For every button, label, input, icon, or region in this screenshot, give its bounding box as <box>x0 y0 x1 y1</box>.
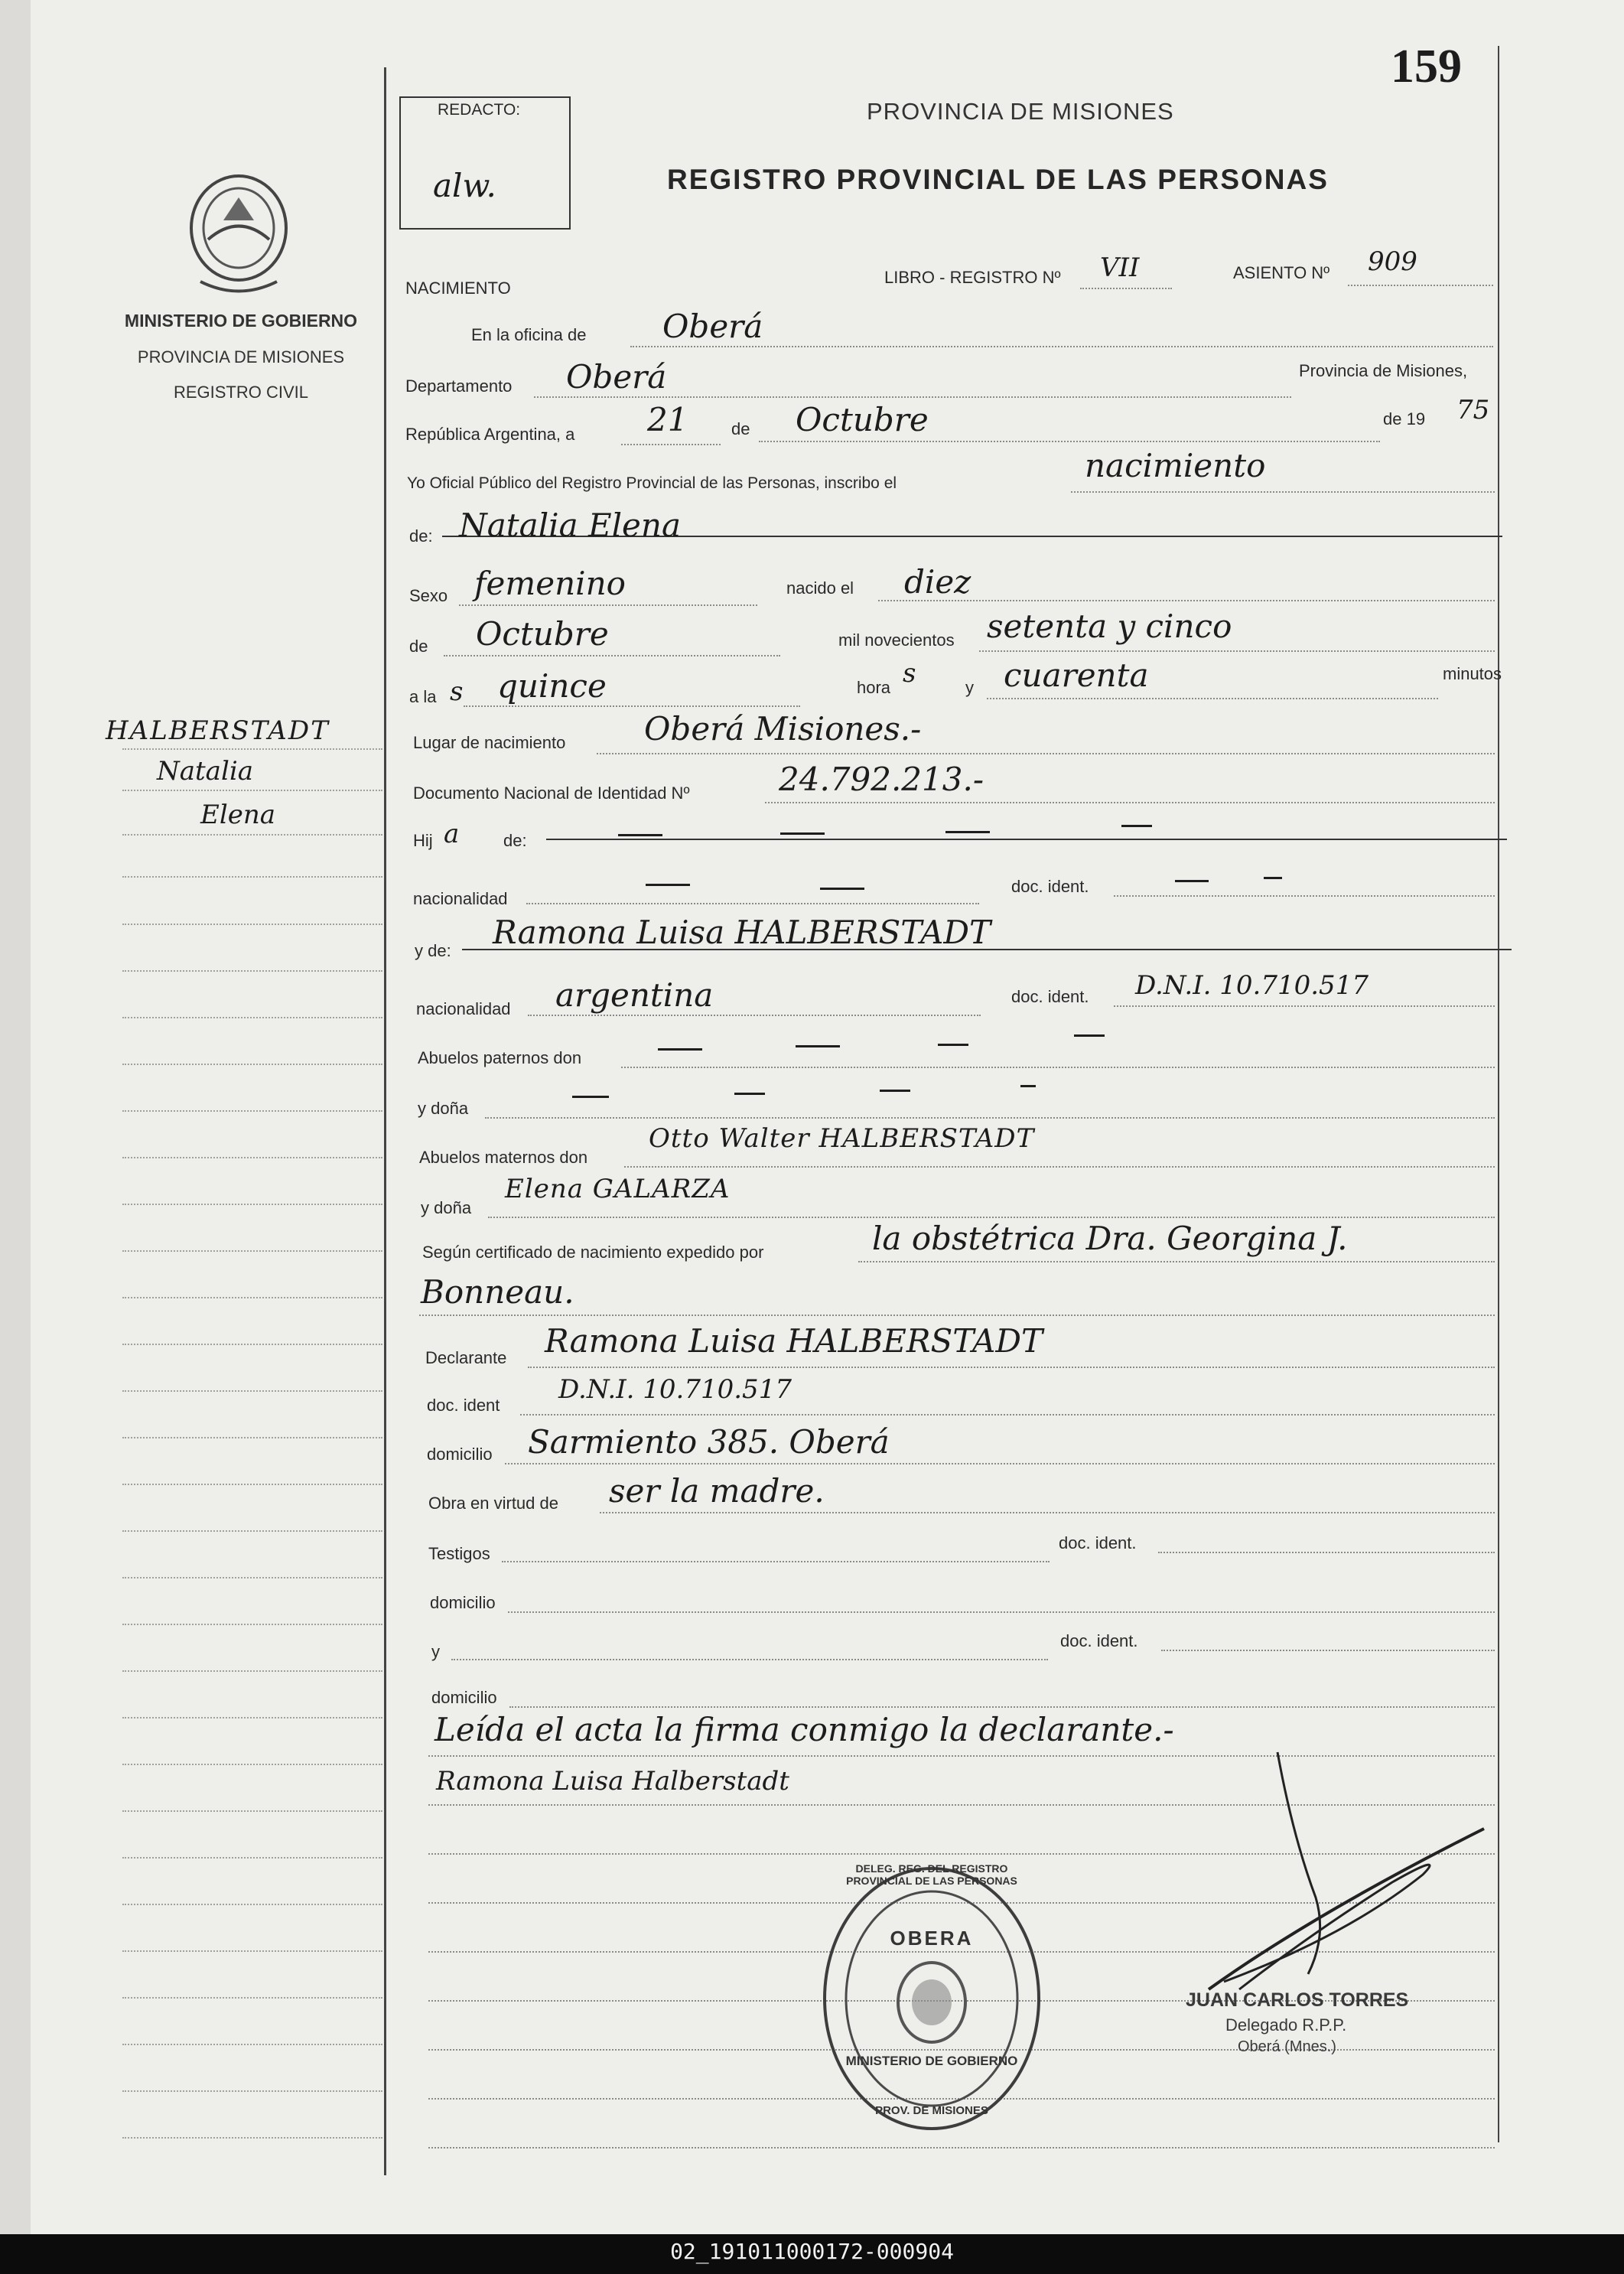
hora-suffix: s <box>903 658 916 689</box>
certificado-value: la obstétrica Dra. Georgina J. <box>872 1220 1348 1257</box>
alas-suffix: s <box>450 676 464 707</box>
nacido-label: nacido el <box>786 578 854 598</box>
margin-note-first-name: Natalia <box>157 756 253 787</box>
madre-value: Ramona Luisa HALBERSTADT <box>493 914 991 951</box>
certificado-value-2: Bonneau. <box>421 1273 574 1311</box>
doc-ident-4-label: doc. ident. <box>1060 1631 1138 1650</box>
province-title: PROVINCIA DE MISIONES <box>867 98 1174 125</box>
departamento-label: Departamento <box>405 376 513 396</box>
margin-note-middle-name: Elena <box>200 800 275 830</box>
oficial-label: Yo Oficial Público del Registro Provincial de las Personas, inscribo el <box>407 474 897 492</box>
redacto-label: REDACTO: <box>438 101 521 119</box>
registry-title: REGISTRO PROVINCIAL DE LAS PERSONAS <box>667 164 1329 195</box>
name-de-label: de: <box>409 526 433 546</box>
registry-stamp <box>817 1861 1046 2136</box>
mes-de-label: de <box>409 637 428 656</box>
minutos-label: minutos <box>1443 664 1502 683</box>
year-label: de 19 <box>1383 409 1426 428</box>
stamp-city: OBERA <box>890 1927 974 1950</box>
redacto-value: alw. <box>433 167 496 204</box>
scan-footer-id: 02_191011000172-000904 <box>670 2239 954 2264</box>
day-value: 21 <box>647 401 688 438</box>
declarante-label: Declarante <box>425 1348 507 1367</box>
obra-value: ser la madre. <box>609 1472 825 1510</box>
mes-value: Octubre <box>476 615 609 653</box>
hijo-suffix: a <box>444 819 460 849</box>
stamp-inner-text: MINISTERIO DE GOBIERNO <box>845 2054 1018 2068</box>
hora-label: hora <box>857 678 891 697</box>
domicilio-2-label: domicilio <box>430 1593 496 1612</box>
nacionalidad-2-label: nacionalidad <box>416 999 511 1018</box>
hijo-label: Hij <box>413 831 433 850</box>
stamp-outer-text: DELEG. REG. DEL REGISTRO PROVINCIAL DE LAS PERSONAS <box>846 1862 1017 1887</box>
y-dona-2-value: Elena GALARZA <box>505 1174 731 1204</box>
month-value: Octubre <box>796 401 929 438</box>
nacionalidad-1-label: nacionalidad <box>413 889 508 908</box>
province-label: PROVINCIA DE MISIONES <box>137 347 345 367</box>
departamento-value: Oberá <box>566 358 667 396</box>
margin-note-surname: HALBERSTADT <box>106 715 330 746</box>
obra-label: Obra en virtud de <box>428 1494 558 1513</box>
republica-label: República Argentina, a <box>405 425 575 444</box>
doc-ident-3-label: doc. ident. <box>1059 1533 1137 1552</box>
certificado-label: Según certificado de nacimiento expedido por <box>422 1243 764 1262</box>
de-label: de <box>731 419 750 438</box>
doc-ident-2-label: doc. ident. <box>1011 987 1089 1006</box>
sexo-label: Sexo <box>409 586 448 605</box>
closing-text: Leída el acta la firma conmigo la declarante.- <box>434 1711 1174 1748</box>
ministry-label: MINISTERIO DE GOBIERNO <box>124 311 358 331</box>
y-dona-2-label: y doña <box>421 1198 472 1217</box>
abuelos-maternos-value: Otto Walter HALBERSTADT <box>649 1123 1035 1154</box>
domicilio-3-label: domicilio <box>431 1688 497 1707</box>
asiento-label: ASIENTO Nº <box>1233 263 1330 282</box>
oficina-label: En la oficina de <box>471 325 587 344</box>
abuelos-paternos-label: Abuelos paternos don <box>418 1048 582 1067</box>
left-margin-rule <box>384 67 386 2175</box>
alas-label: a la <box>409 687 437 706</box>
madre-de-label: y de: <box>415 941 451 960</box>
page-number: 159 <box>1391 41 1462 93</box>
stamp-bottom-text: PROV. DE MISIONES <box>875 2104 988 2117</box>
lugar-value: Oberá Misiones.- <box>644 710 922 748</box>
sexo-value: femenino <box>474 565 626 602</box>
doc-ident-declarante-value: D.N.I. 10.710.517 <box>558 1374 792 1405</box>
doc-ident-declarante-label: doc. ident <box>427 1396 500 1415</box>
child-name-value: Natalia Elena <box>459 507 682 544</box>
libro-label: LIBRO - REGISTRO Nº <box>884 268 1061 287</box>
provincia-suffix: Provincia de Misiones, <box>1299 361 1468 380</box>
year-value: 75 <box>1456 395 1490 425</box>
declarante-signature: Ramona Luisa Halberstadt <box>436 1766 789 1797</box>
abuelos-maternos-label: Abuelos maternos don <box>419 1148 588 1167</box>
doc-ident-1-label: doc. ident. <box>1011 877 1089 896</box>
coat-of-arms-icon <box>177 167 300 297</box>
asiento-value: 909 <box>1368 246 1417 277</box>
declarante-value: Ramona Luisa HALBERSTADT <box>545 1322 1043 1360</box>
minutos-value: cuarenta <box>1004 656 1149 694</box>
official-place: Oberá (Mnes.) <box>1238 2038 1336 2055</box>
oficina-value: Oberá <box>662 308 763 345</box>
y-dona-1-label: y doña <box>418 1099 469 1118</box>
act-type-label: NACIMIENTO <box>405 279 511 298</box>
lugar-label: Lugar de nacimiento <box>413 733 566 752</box>
libro-value: VII <box>1100 252 1140 283</box>
nacido-value: diez <box>904 563 971 601</box>
doc-ident-2-value: D.N.I. 10.710.517 <box>1135 970 1369 1001</box>
hijo-de-label: de: <box>503 831 527 850</box>
civil-registry-label: REGISTRO CIVIL <box>173 383 309 402</box>
alas-value: quince <box>497 667 607 705</box>
official-title: Delegado R.P.P. <box>1225 2015 1347 2035</box>
y-label: y <box>965 678 974 697</box>
page-binding <box>0 0 31 2234</box>
domicilio-value: Sarmiento 385. Oberá <box>528 1423 890 1461</box>
mil-value: setenta y cinco <box>987 608 1232 645</box>
dni-label: Documento Nacional de Identidad Nº <box>413 784 690 803</box>
y-2-label: y <box>431 1642 440 1661</box>
dni-value: 24.792.213.- <box>779 761 984 798</box>
oficial-value: nacimiento <box>1085 447 1266 484</box>
official-name: JUAN CARLOS TORRES <box>1186 1989 1409 2011</box>
nacionalidad-2-value: argentina <box>555 976 714 1014</box>
testigos-label: Testigos <box>428 1544 490 1563</box>
domicilio-label: domicilio <box>427 1445 493 1464</box>
mil-label: mil novecientos <box>838 630 955 650</box>
